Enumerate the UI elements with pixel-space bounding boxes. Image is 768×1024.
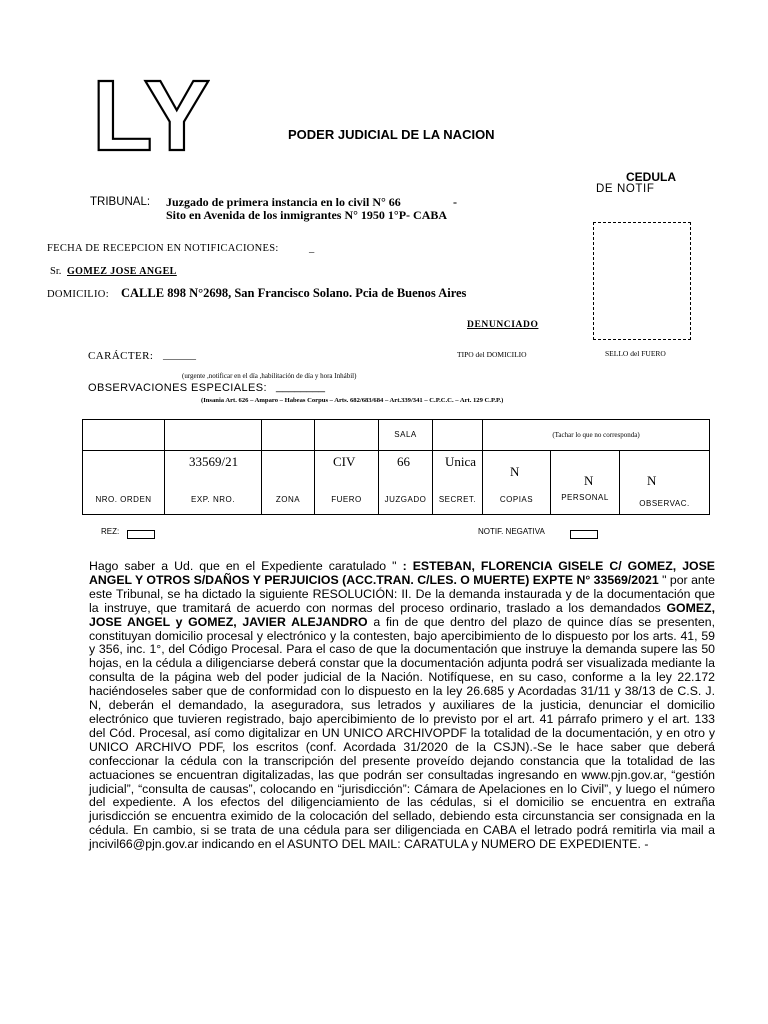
cell-personal	[551, 451, 620, 515]
juzgado-value: 66	[397, 454, 410, 469]
header-juzgado: JUZGADO	[384, 495, 427, 504]
tribunal-line1: Juzgado de primera instancia en lo civil N° 66	[166, 195, 401, 209]
secret-value: Unica	[445, 454, 477, 469]
cell-orden	[83, 451, 165, 515]
cell-fuero-top	[315, 420, 379, 451]
notification-table	[82, 419, 710, 515]
caracter-label: CARÁCTER:	[88, 350, 154, 362]
urgente-note: (urgente ,notificar en el día ,habilitación de día y hora Inhábil)	[182, 372, 357, 380]
cell-secret	[433, 451, 483, 515]
header-exp: EXP. NRO.	[191, 495, 235, 504]
header-observac: OBSERVAC.	[639, 499, 690, 508]
domicilio-label: DOMICILIO:	[47, 289, 109, 300]
denunciado-label: DENUNCIADO	[467, 320, 539, 330]
notif-negativa-label: NOTIF. NEGATIVA	[478, 527, 545, 536]
observaciones-note: (Insania Art. 626 – Amparo – Habeas Corpus – Arts. 682/683/684 – Art.339/341 – C.P.C.C. – Art. 129 C.P.P.)	[201, 397, 504, 404]
cell-tachar	[483, 420, 710, 451]
stamp-box	[593, 222, 691, 340]
logo-letters: LY	[92, 76, 210, 154]
cell-juzgado	[379, 451, 433, 515]
page-title: PODER JUDICIAL DE LA NACION	[288, 127, 495, 142]
body-p2: " por ante este Tribunal, se ha dictado la siguiente RESOLUCIÓN: II. De la demanda instaurada y de la documentación que la instruye, que tramitará de acuerdo con normas del proceso ordinario, traslado a los demandados	[89, 572, 715, 615]
domicilio-value: CALLE 898 N°2698, San Francisco Solano. Pcia de Buenos Aires	[121, 286, 467, 300]
court-logo	[92, 76, 210, 154]
tribunal-line2: Sito en Avenida de los inmigrantes N° 1950 1°P- CABA	[166, 208, 448, 222]
cell-exp-top	[165, 420, 262, 451]
cell-observac	[620, 451, 710, 515]
header-orden: NRO. ORDEN	[95, 495, 152, 504]
personal-value: N	[584, 473, 594, 488]
cell-exp	[165, 451, 262, 515]
body-p1-bold: : ESTEBAN, FLORENCIA GISELE C/ GOMEZ, JOSE ANGEL Y OTROS S/DAÑOS Y PERJUICIOS (ACC.TRAN. C/LES. O MUERTE) EXPTE N° 33569/2021	[89, 559, 716, 587]
cell-copias	[483, 451, 551, 515]
resolution-text	[89, 560, 715, 852]
header-personal: PERSONAL	[561, 493, 609, 502]
cedula-title: CEDULA	[626, 170, 676, 184]
cedula-subtitle: DE NOTIF	[596, 183, 655, 195]
body-p1: Hago saber a Ud. que en el Expediente caratulado "	[89, 559, 403, 573]
tipo-domicilio-label: TIPO del DOMICILIO	[457, 350, 527, 359]
cell-orden-top	[83, 420, 165, 451]
cell-zona-top	[262, 420, 315, 451]
copias-value: N	[510, 464, 520, 479]
cell-fuero	[315, 451, 379, 515]
tribunal-dash: -	[453, 195, 457, 209]
rez-label: REZ:	[101, 527, 120, 536]
cell-secret-top	[433, 420, 483, 451]
tribunal-label: TRIBUNAL:	[90, 196, 151, 208]
caracter-blank: ______	[163, 349, 196, 361]
header-copias: COPIAS	[499, 495, 534, 504]
sala-label: SALA	[394, 430, 417, 439]
observaciones-blank: ________	[276, 381, 325, 393]
body-p3: a fin de que dentro del plazo de quince días se presenten, constituyan domicilio procesal y electrónico y la contesten, bajo apercibimiento de lo dispuesto por los arts. 41, 59 y 356, inc. 1°, del Código Procesal. Para el caso de que la documentación que instruye la demanda supere las 50 hojas, en la cédula a diligenciarse deberá constar que la documentación adjunta podrá ser visualizada mediante la consulta de la página web del poder judicial de la Nación. Notifíquese, en su caso, conforme a la ley 22.172 haciéndoseles saber que de conformidad con lo dispuesto en la ley 26.685 y Acordadas 31/11 y 38/13 de C.S. J. N, deberán el demandado, la aseguradora, sus letrados y auxiliares de la justicia, denunciar el domicilio electrónico que tuvieren registrado, bajo apercibimiento de lo previsto por el art. 41 párrafo primero y el art. 133 del Cód. Procesal, así como digitalizar en UN UNICO ARCHIVOPDF la totalidad de la documentación, y en otro y UNICO ARCHIVO PDF, los escritos (conf. Acordada 31/2020 de la CSJN).-Se le hace saber que deberá confeccionar la cédula con la transcripción del presente proveído dejando constancia que la totalidad de las actuaciones se encuentran digitalizadas, las que podrán ser consultadas ingresando en www.pjn.gov.ar, “gestión judicial”, “consulta de causas”, colocando en “jurisdicción”: Cámara de Apelaciones en lo Civil”, y luego el número del expediente. A los efectos del diligenciamiento de las cédulas, si el domicilio se encuentra en extraña jurisdicción se encuentra eximido de la colocación del sellado, debiendo esta circunstancia ser consignada en la cédula. En cambio, si se trata de una cédula para ser diligenciada en CABA el letrado podrá remitirla via mail a jncivil66@pjn.gov.ar indicando en el ASUNTO DEL MAIL: CARATULA y NUMERO DE EXPEDIENTE. -	[89, 614, 715, 852]
header-zona: ZONA	[275, 495, 301, 504]
observac-value: N	[647, 473, 657, 488]
fecha-value: _	[309, 243, 315, 254]
cell-zona	[262, 451, 315, 515]
fuero-value: CIV	[333, 454, 356, 469]
exp-value: 33569/21	[189, 454, 239, 469]
notif-negativa-box[interactable]	[570, 530, 598, 539]
header-secret: SECRET.	[438, 495, 477, 504]
observaciones-label: OBSERVACIONES ESPECIALES:	[88, 382, 267, 394]
cell-sala	[379, 420, 433, 451]
tachar-note: (Tachar lo que no corresponda)	[552, 431, 640, 439]
fecha-label: FECHA DE RECEPCION EN NOTIFICACIONES:	[47, 243, 279, 254]
rez-box[interactable]	[127, 530, 155, 539]
destinatario-name: GOMEZ JOSE ANGEL	[67, 266, 177, 277]
sello-fuero-label: SELLO del FUERO	[605, 349, 666, 358]
body-p2-bold: GOMEZ, JOSE ANGEL y GOMEZ, JAVIER ALEJANDRO	[89, 600, 715, 629]
header-fuero: FUERO	[331, 495, 362, 504]
destinatario-prefix: Sr.	[50, 266, 62, 277]
